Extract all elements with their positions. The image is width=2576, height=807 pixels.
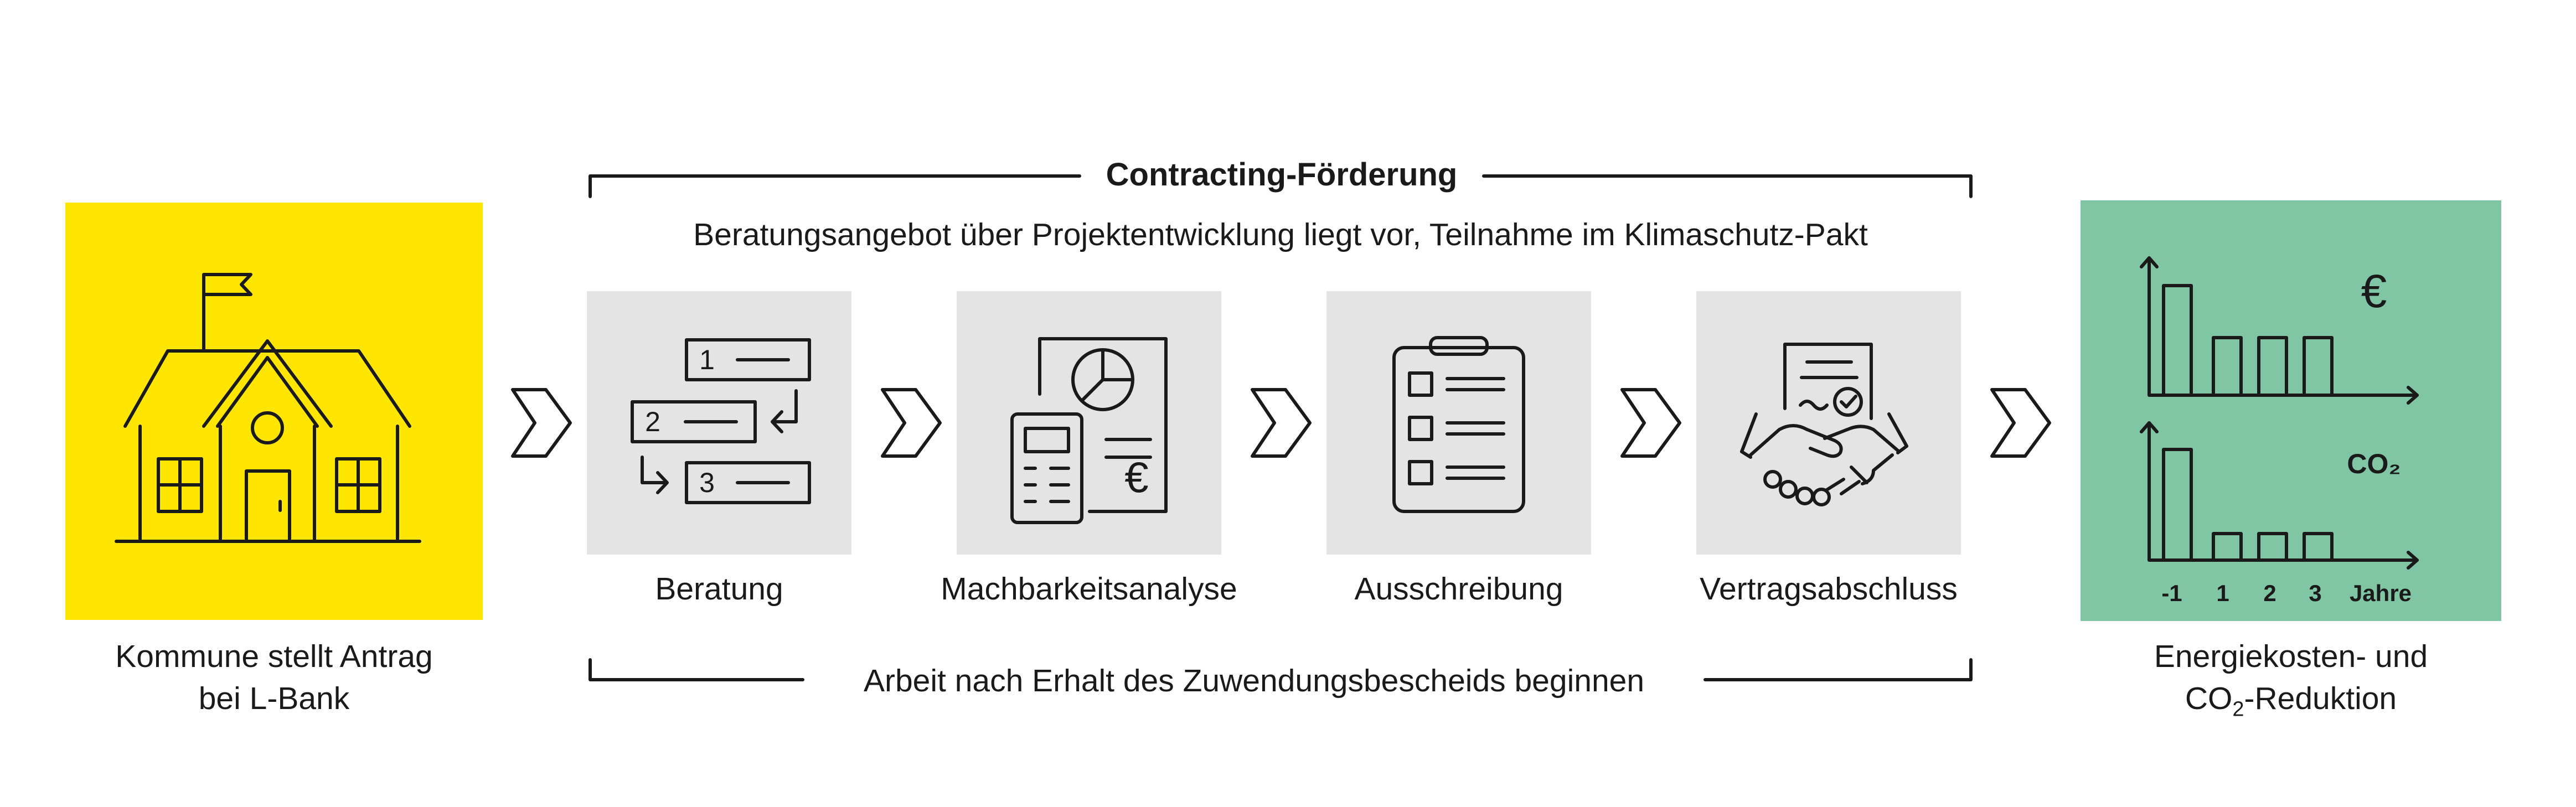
- result-label-sub2: 2: [2232, 697, 2244, 721]
- start-label-line1: Kommune stellt Antrag: [115, 639, 433, 674]
- chart-co2-symbol: CO₂: [2347, 448, 2401, 479]
- step-label-ausschreibung: Ausschreibung: [1354, 571, 1563, 607]
- list-number-1: 1: [699, 344, 715, 375]
- x-label-2: 2: [2263, 580, 2276, 606]
- arrow-icon: [1620, 387, 1686, 459]
- x-label-3: 3: [2309, 580, 2322, 606]
- result-label-co: CO: [2185, 681, 2233, 716]
- document-calculator-icon: [957, 291, 1221, 555]
- arrow-icon: [510, 387, 577, 459]
- clipboard-checklist-icon: [1326, 291, 1591, 555]
- footer-note: Arbeit nach Erhalt des Zuwendungsbescheids beginnen: [863, 663, 1645, 699]
- result-label-line2: [2042, 677, 2540, 730]
- header-subtitle: Beratungsangebot über Projektentwicklung liegt vor, Teilnahme im Klimaschutz-Pakt: [693, 217, 1868, 252]
- chart-euro-symbol: €: [2361, 265, 2387, 317]
- x-label-jahre: Jahre: [2349, 580, 2412, 606]
- header-title: Contracting-Förderung: [1106, 157, 1458, 193]
- result-label-line1: Energiekosten- und: [2154, 639, 2428, 674]
- arrow-icon: [1250, 387, 1317, 459]
- arrow-icon: [880, 387, 947, 459]
- cost-reduction-chart-icon: [2081, 200, 2501, 621]
- x-label-minus1: -1: [2161, 580, 2182, 606]
- result-label-reduktion: -Reduktion: [2244, 681, 2397, 716]
- numbered-list-icon: [587, 291, 851, 555]
- euro-symbol: €: [1124, 453, 1149, 501]
- step-label-beratung: Beratung: [655, 571, 783, 607]
- start-label-line2: bei L-Bank: [198, 681, 350, 716]
- list-number-2: 2: [645, 406, 660, 437]
- list-number-3: 3: [699, 467, 715, 498]
- handshake-contract-icon: [1696, 291, 1961, 555]
- school-house-icon: [65, 203, 483, 620]
- x-label-1: 1: [2216, 580, 2229, 606]
- step-label-machbarkeitsanalyse: Machbarkeitsanalyse: [941, 571, 1237, 607]
- arrow-icon: [1990, 387, 2056, 459]
- step-label-vertragsabschluss: Vertragsabschluss: [1700, 571, 1958, 607]
